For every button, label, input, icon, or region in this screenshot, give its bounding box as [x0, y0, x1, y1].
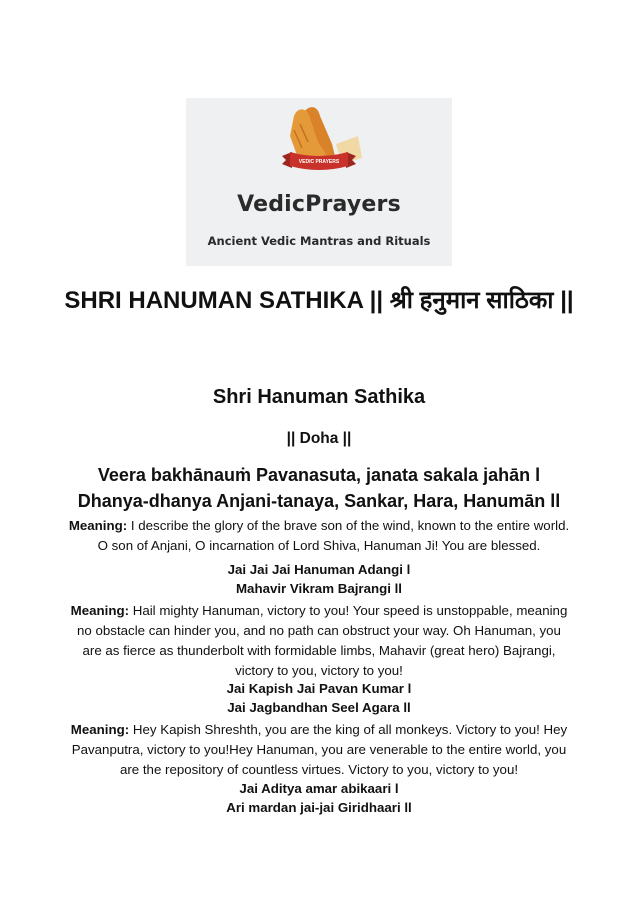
meaning-text: I describe the glory of the brave son of the wind, known to the entire world. O son of Anjani, O incarnation of Lord Shiva, Hanuman Ji! You are blessed.	[97, 518, 570, 553]
verse-line: Jai Jagbandhan Seel Agara ll	[227, 700, 411, 715]
meaning-paragraph	[70, 720, 568, 780]
doha-line: Dhanya-dhanya Anjani-tanaya, Sankar, Hara, Hanumān ll	[77, 491, 561, 511]
verse-line: Jai Kapish Jai Pavan Kumar l	[226, 681, 412, 696]
meaning-label: Meaning:	[68, 518, 128, 533]
verse-line: Jai Aditya amar abikaari l	[239, 781, 399, 796]
doha-line: Veera bakhānauṁ Pavanasuta, janata sakala jahān l	[97, 465, 541, 485]
doha-heading: || Doha ||	[286, 430, 352, 447]
section-title: Shri Hanuman Sathika	[212, 386, 426, 408]
chaupai-verse	[0, 779, 638, 817]
meaning-paragraph	[70, 601, 568, 681]
logo-tagline: Ancient Vedic Mantras and Rituals	[207, 234, 431, 248]
vedicprayers-logo	[186, 98, 452, 266]
verse-line: Mahavir Vikram Bajrangi ll	[235, 581, 403, 596]
logo-name: VedicPrayers	[237, 192, 401, 217]
meaning-text: Hey Kapish Shreshth, you are the king of all monkeys. Victory to you! Hey Pavanputra, victory to you!Hey Hanuman, you are venerable to the entire world, you are the repository of countless virtues. Victory to you, victory to you!	[71, 722, 568, 777]
badge-text: VEDIC PRAYERS	[298, 159, 340, 165]
verse-line: Jai Jai Jai Hanuman Adangi l	[227, 562, 411, 577]
verse-line: Ari mardan jai-jai Giridhaari ll	[226, 800, 412, 815]
page-title: SHRI HANUMAN SATHIKA || श्री हनुमान साठिका ||	[64, 287, 574, 314]
chaupai-verse	[0, 560, 638, 598]
meaning-paragraph	[66, 516, 572, 556]
meaning-text: Hail mighty Hanuman, victory to you! Your speed is unstoppable, meaning no obstacle can hinder you, and no path can obstruct your way. Oh Hanuman, you are as fierce as thunderbolt with formidable limbs, Mahavir (great hero) Bajrangi, victory to you, victory to you!	[77, 603, 568, 678]
meaning-label: Meaning:	[70, 603, 130, 618]
chaupai-verse	[0, 679, 638, 717]
meaning-label: Meaning:	[70, 722, 130, 737]
doha-verse	[0, 462, 638, 514]
